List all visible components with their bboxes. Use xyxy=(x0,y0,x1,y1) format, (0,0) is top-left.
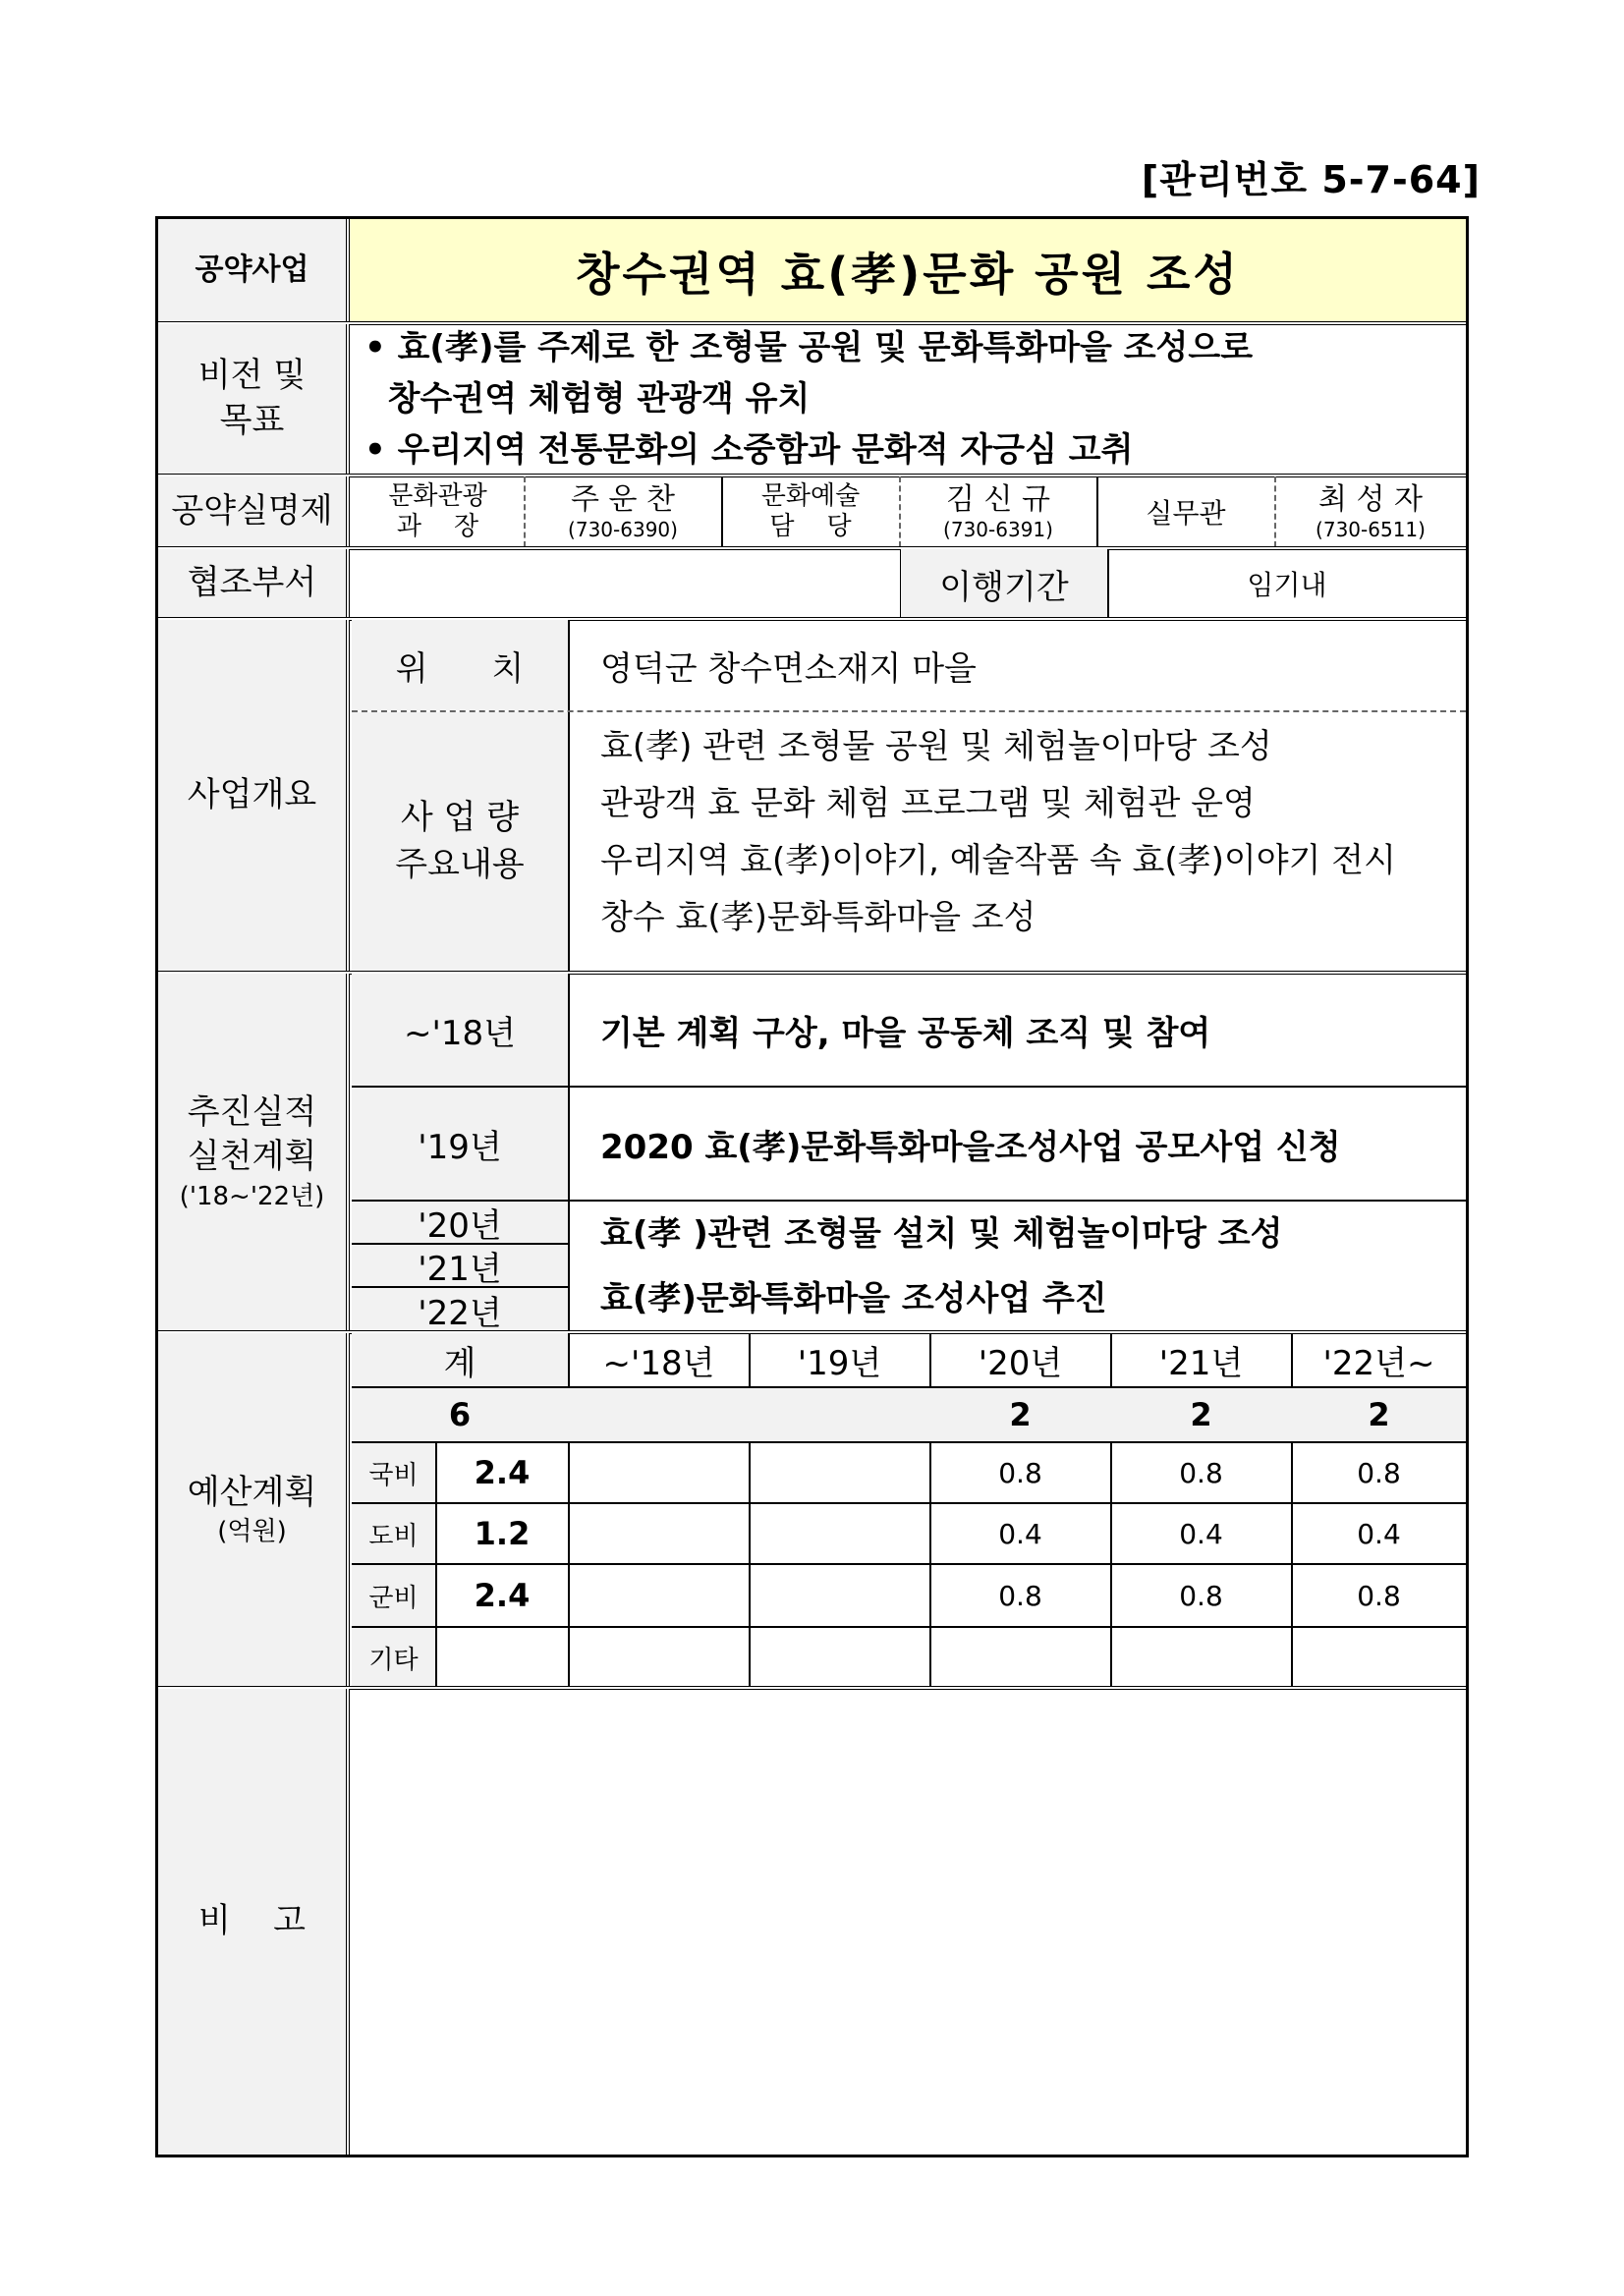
budget-value: 0.8 xyxy=(1179,1579,1223,1612)
budget-total: 2 xyxy=(1368,1396,1390,1433)
budget-source-total: 2.4 xyxy=(474,1577,531,1614)
location-value: 영덕군 창수면소재지 마을 xyxy=(600,648,977,689)
budget-value xyxy=(750,1504,929,1563)
budget-source: 도비 xyxy=(352,1504,435,1563)
overview-row xyxy=(158,620,1466,972)
budget-value xyxy=(569,1504,749,1563)
remarks-label: 비 고 xyxy=(158,1689,350,2155)
budget-total xyxy=(569,1388,749,1441)
vision-row xyxy=(158,324,1466,474)
progress-merged xyxy=(600,1202,1456,1331)
progress-text: 효(孝)문화특화마을 조성사업 추진 xyxy=(600,1279,1107,1318)
pledge-row xyxy=(158,219,1466,322)
coop-row xyxy=(158,549,1466,618)
progress-label: 추진실적 실천계획 ('18~'22년) xyxy=(158,974,350,1331)
pledge-label: 공약사업 xyxy=(158,219,350,322)
progress-year: '19년 xyxy=(352,1088,568,1200)
budget-value xyxy=(930,1628,1110,1687)
budget-header: '21년 xyxy=(1158,1343,1244,1383)
budget-source: 국비 xyxy=(352,1443,435,1502)
remarks-row xyxy=(158,1689,1466,2155)
content-item: 우리지역 효(孝)이야기, 예술작품 속 효(孝)이야기 전시 xyxy=(600,841,1396,880)
progress-year: '20년 xyxy=(352,1202,568,1243)
overview-label: 사업개요 xyxy=(158,620,350,972)
content-item: 창수 효(孝)문화특화마을 조성 xyxy=(600,898,1036,937)
budget-total: 6 xyxy=(448,1396,472,1433)
budget-value: 0.8 xyxy=(1179,1456,1223,1489)
budget-header: '20년 xyxy=(978,1343,1063,1383)
budget-header: 계 xyxy=(352,1333,568,1386)
period-value: 임기내 xyxy=(1247,569,1327,601)
pledge-title: 창수권역 효(孝)문화 공원 조성 xyxy=(350,219,1466,322)
vision-bullet: • 효(孝)를 주제로 한 조형물 공원 및 문화특화마을 조성으로 xyxy=(364,328,1254,367)
content-list xyxy=(600,718,1456,946)
vision-bullet: • 우리지역 전통문화의 소중함과 문화적 자긍심 고취 xyxy=(364,430,1134,470)
budget-total: 2 xyxy=(1190,1396,1212,1433)
budget-value: 0.4 xyxy=(1179,1517,1223,1550)
owner-role-1: 문화관광 과 장 xyxy=(388,480,487,541)
progress-year: ~'18년 xyxy=(352,974,568,1086)
budget-source: 기타 xyxy=(352,1628,435,1687)
location-label: 위 치 xyxy=(352,620,568,710)
budget-label: 예산계획 (억원) xyxy=(158,1333,350,1687)
budget-value: 0.8 xyxy=(1357,1456,1401,1489)
budget-value xyxy=(569,1628,749,1687)
budget-value xyxy=(750,1565,929,1626)
budget-header: '22년~ xyxy=(1322,1343,1435,1383)
vision-bullets xyxy=(364,322,1446,476)
progress-row xyxy=(158,974,1466,1331)
content-item: 관광객 효 문화 체험 프로그램 및 체험관 운영 xyxy=(600,784,1256,823)
budget-total: 2 xyxy=(1009,1396,1032,1433)
budget-value: 0.8 xyxy=(998,1579,1042,1612)
progress-text: 2020 효(孝)문화특화마을조성사업 공모사업 신청 xyxy=(600,1127,1341,1167)
budget-value xyxy=(750,1443,929,1502)
coop-label: 협조부서 xyxy=(158,549,350,618)
budget-source-total xyxy=(436,1628,568,1687)
owner-name-2: 김 신 규 (730-6391) xyxy=(943,481,1053,542)
budget-header: ~'18년 xyxy=(602,1343,715,1383)
budget-value: 0.8 xyxy=(998,1456,1042,1489)
budget-value: 0.4 xyxy=(998,1517,1042,1550)
owner-label: 공약실명제 xyxy=(158,476,350,547)
budget-value: 0.8 xyxy=(1357,1579,1401,1612)
budget-value xyxy=(569,1565,749,1626)
budget-value xyxy=(1292,1628,1466,1687)
budget-source-total: 1.2 xyxy=(474,1515,531,1552)
pledge-form-table xyxy=(155,216,1469,2157)
owner-role-2: 문화예술 담 당 xyxy=(760,480,861,541)
budget-row xyxy=(158,1333,1466,1687)
coop-value xyxy=(352,549,900,618)
progress-year: '21년 xyxy=(352,1245,568,1286)
progress-year: '22년 xyxy=(352,1288,568,1331)
remarks-value xyxy=(352,1689,1466,2155)
budget-value: 0.4 xyxy=(1357,1517,1401,1550)
budget-source-total: 2.4 xyxy=(474,1454,531,1491)
period-label: 이행기간 xyxy=(901,549,1107,618)
budget-header: '19년 xyxy=(797,1343,882,1383)
budget-value xyxy=(1111,1628,1291,1687)
management-number: [관리번호 5-7-64] xyxy=(1141,158,1481,201)
budget-value xyxy=(569,1443,749,1502)
owner-row xyxy=(158,476,1466,547)
budget-source: 군비 xyxy=(352,1565,435,1626)
progress-text: 효(孝 )관련 조형물 설치 및 체험놀이마당 조성 xyxy=(600,1214,1283,1254)
budget-value xyxy=(750,1628,929,1687)
progress-text: 기본 계획 구상, 마을 공동체 조직 및 참여 xyxy=(600,1013,1211,1053)
owner-name-1: 주 운 찬 (730-6390) xyxy=(568,481,678,542)
vision-label: 비전 및 목표 xyxy=(158,324,350,474)
owner-role-3: 실무관 xyxy=(1146,497,1226,530)
content-item: 효(孝) 관련 조형물 공원 및 체험놀이마당 조성 xyxy=(600,727,1272,766)
vision-bullet: 창수권역 체험형 관광객 유치 xyxy=(364,379,811,419)
content-label: 사 업 량 주요내용 xyxy=(352,712,568,972)
owner-name-3: 최 성 자 (730-6511) xyxy=(1316,481,1426,542)
budget-total xyxy=(750,1388,929,1441)
